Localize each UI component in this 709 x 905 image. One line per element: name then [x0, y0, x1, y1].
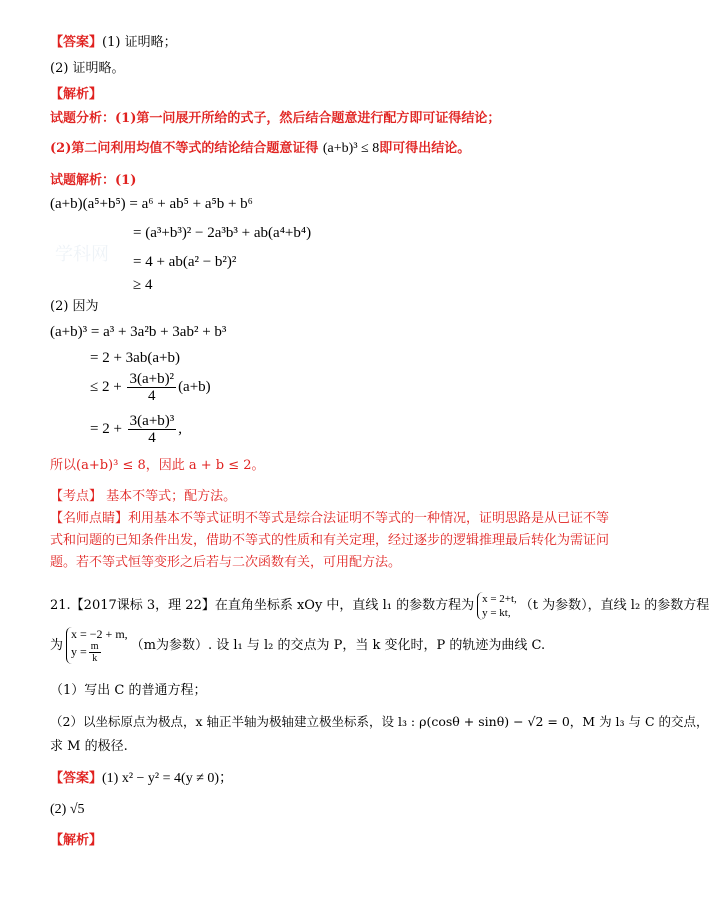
eq2-l3-fraction — [127, 371, 176, 404]
analysis-1: 试题分析：(1)第一问展开所给的式子，然后结合题意进行配方即可证得结论； — [50, 111, 501, 126]
eq2-l4-post: , — [178, 421, 183, 437]
l2-sys-y-pre: y = — [71, 644, 87, 659]
question-1: （1）写出 C 的普通方程； — [50, 683, 207, 698]
eq2-l3-post: (a+b) — [178, 379, 211, 395]
eq2-l3-pre: ≤ 2 + — [90, 379, 122, 395]
l2-sys-num: m — [90, 641, 99, 652]
l2-sys-fraction — [89, 641, 101, 664]
question-2: （2）以坐标原点为极点，x 轴正半轴为极轴建立极坐标系，设 l₃ : ρ(cosθ + sinθ) − √2 = 0，M 为 l₃ 与 C 的交点， — [50, 714, 709, 729]
answer-2: (2) 证明略。 — [50, 61, 125, 76]
eq2-l4-fraction — [128, 413, 177, 446]
eq2-l4-den: 4 — [148, 430, 156, 447]
eq2-line-1: (a+b)³ = a³ + 3a²b + 3ab² + b³ — [50, 324, 227, 340]
answer-line-1 — [50, 34, 177, 52]
question-2b: 求 M 的极径. — [50, 739, 128, 754]
eq2-line-4 — [90, 412, 182, 446]
answer-label: 【答案】 — [50, 35, 103, 50]
solution-label: 试题解析：(1) — [50, 173, 137, 188]
analysis-2-math: (a+b)³ ≤ 8 — [322, 141, 380, 156]
l2-note: （m为参数）. 设 l₁ 与 l₂ 的交点为 P，当 k 变化时，P 的轨迹为曲线 C. — [130, 638, 546, 653]
l1-sys-y: y = kt, — [482, 606, 511, 619]
l2-system — [66, 627, 128, 664]
analysis-2 — [50, 140, 470, 158]
analysis-2-pre: (2)第二问利用均值不等式的结论结合题意证得 — [50, 141, 319, 156]
watermark: 学科网 — [55, 244, 109, 265]
analysis-2-post: 即可得出结论。 — [379, 141, 471, 156]
eq2-l3-den: 4 — [148, 388, 156, 405]
because-label: (2) 因为 — [50, 299, 99, 314]
eq2-l4-num: 3(a+b)³ — [129, 413, 175, 430]
ans-1: (1) x² − y² = 4(y ≠ 0)； — [102, 771, 234, 786]
l1-note: （t 为参数），直线 l₂ 的参数方程 — [519, 598, 709, 613]
ans-label: 【答案】 — [50, 771, 103, 786]
jiexi-label: 【解析】 — [50, 833, 103, 848]
eq1-line-1: (a+b)(a⁵+b⁵) = a⁶ + ab⁵ + a⁵b + b⁶ — [50, 196, 253, 212]
l1-sys-x: x = 2+t, — [482, 592, 517, 605]
eq2-line-2: = 2 + 3ab(a+b) — [90, 350, 180, 366]
wei: 为 — [50, 638, 64, 653]
eq1-line-4: ≥ 4 — [133, 277, 153, 293]
answer-1: (1) 证明略； — [102, 35, 177, 50]
analysis-label: 【解析】 — [50, 87, 103, 102]
eq2-l3-num: 3(a+b)² — [129, 371, 175, 388]
eq1-line-3: = 4 + ab(a² − b²)² — [133, 254, 237, 270]
q-prefix: 21.【2017课标 3，理 22】在直角坐标系 xOy 中，直线 l₁ 的参数方程为 — [50, 598, 475, 613]
l2-sys-den: k — [92, 653, 98, 664]
l2-sys-y — [71, 641, 128, 664]
kaodian: 【考点】 基本不等式；配方法。 — [50, 489, 237, 504]
l1-system — [477, 592, 517, 620]
ans-2: (2) √5 — [50, 802, 85, 817]
eq2-l4-pre: = 2 + — [90, 421, 122, 437]
l2-line — [50, 627, 545, 664]
so-line: 所以(a+b)³ ≤ 8，因此 a + b ≤ 2。 — [50, 458, 265, 473]
answer-21-line — [50, 770, 233, 788]
question-21 — [50, 590, 709, 622]
eq1-line-2: = (a³+b³)² − 2a³b³ + ab(a⁴+b⁴) — [133, 225, 312, 241]
mingshi: 【名师点睛】利用基本不等式证明不等式是综合法证明不等式的一种情况，证明思路是从已证不等式和问题的已知条件出发，借助不等式的性质和有关定理，经过逐步的逻辑推理最后转化为需证问题。若不等式恒等变形之后若与二次函数有关，可用配方法。 — [50, 511, 610, 570]
l2-sys-x: x = −2 + m, — [71, 627, 128, 641]
eq2-line-3 — [90, 370, 211, 404]
